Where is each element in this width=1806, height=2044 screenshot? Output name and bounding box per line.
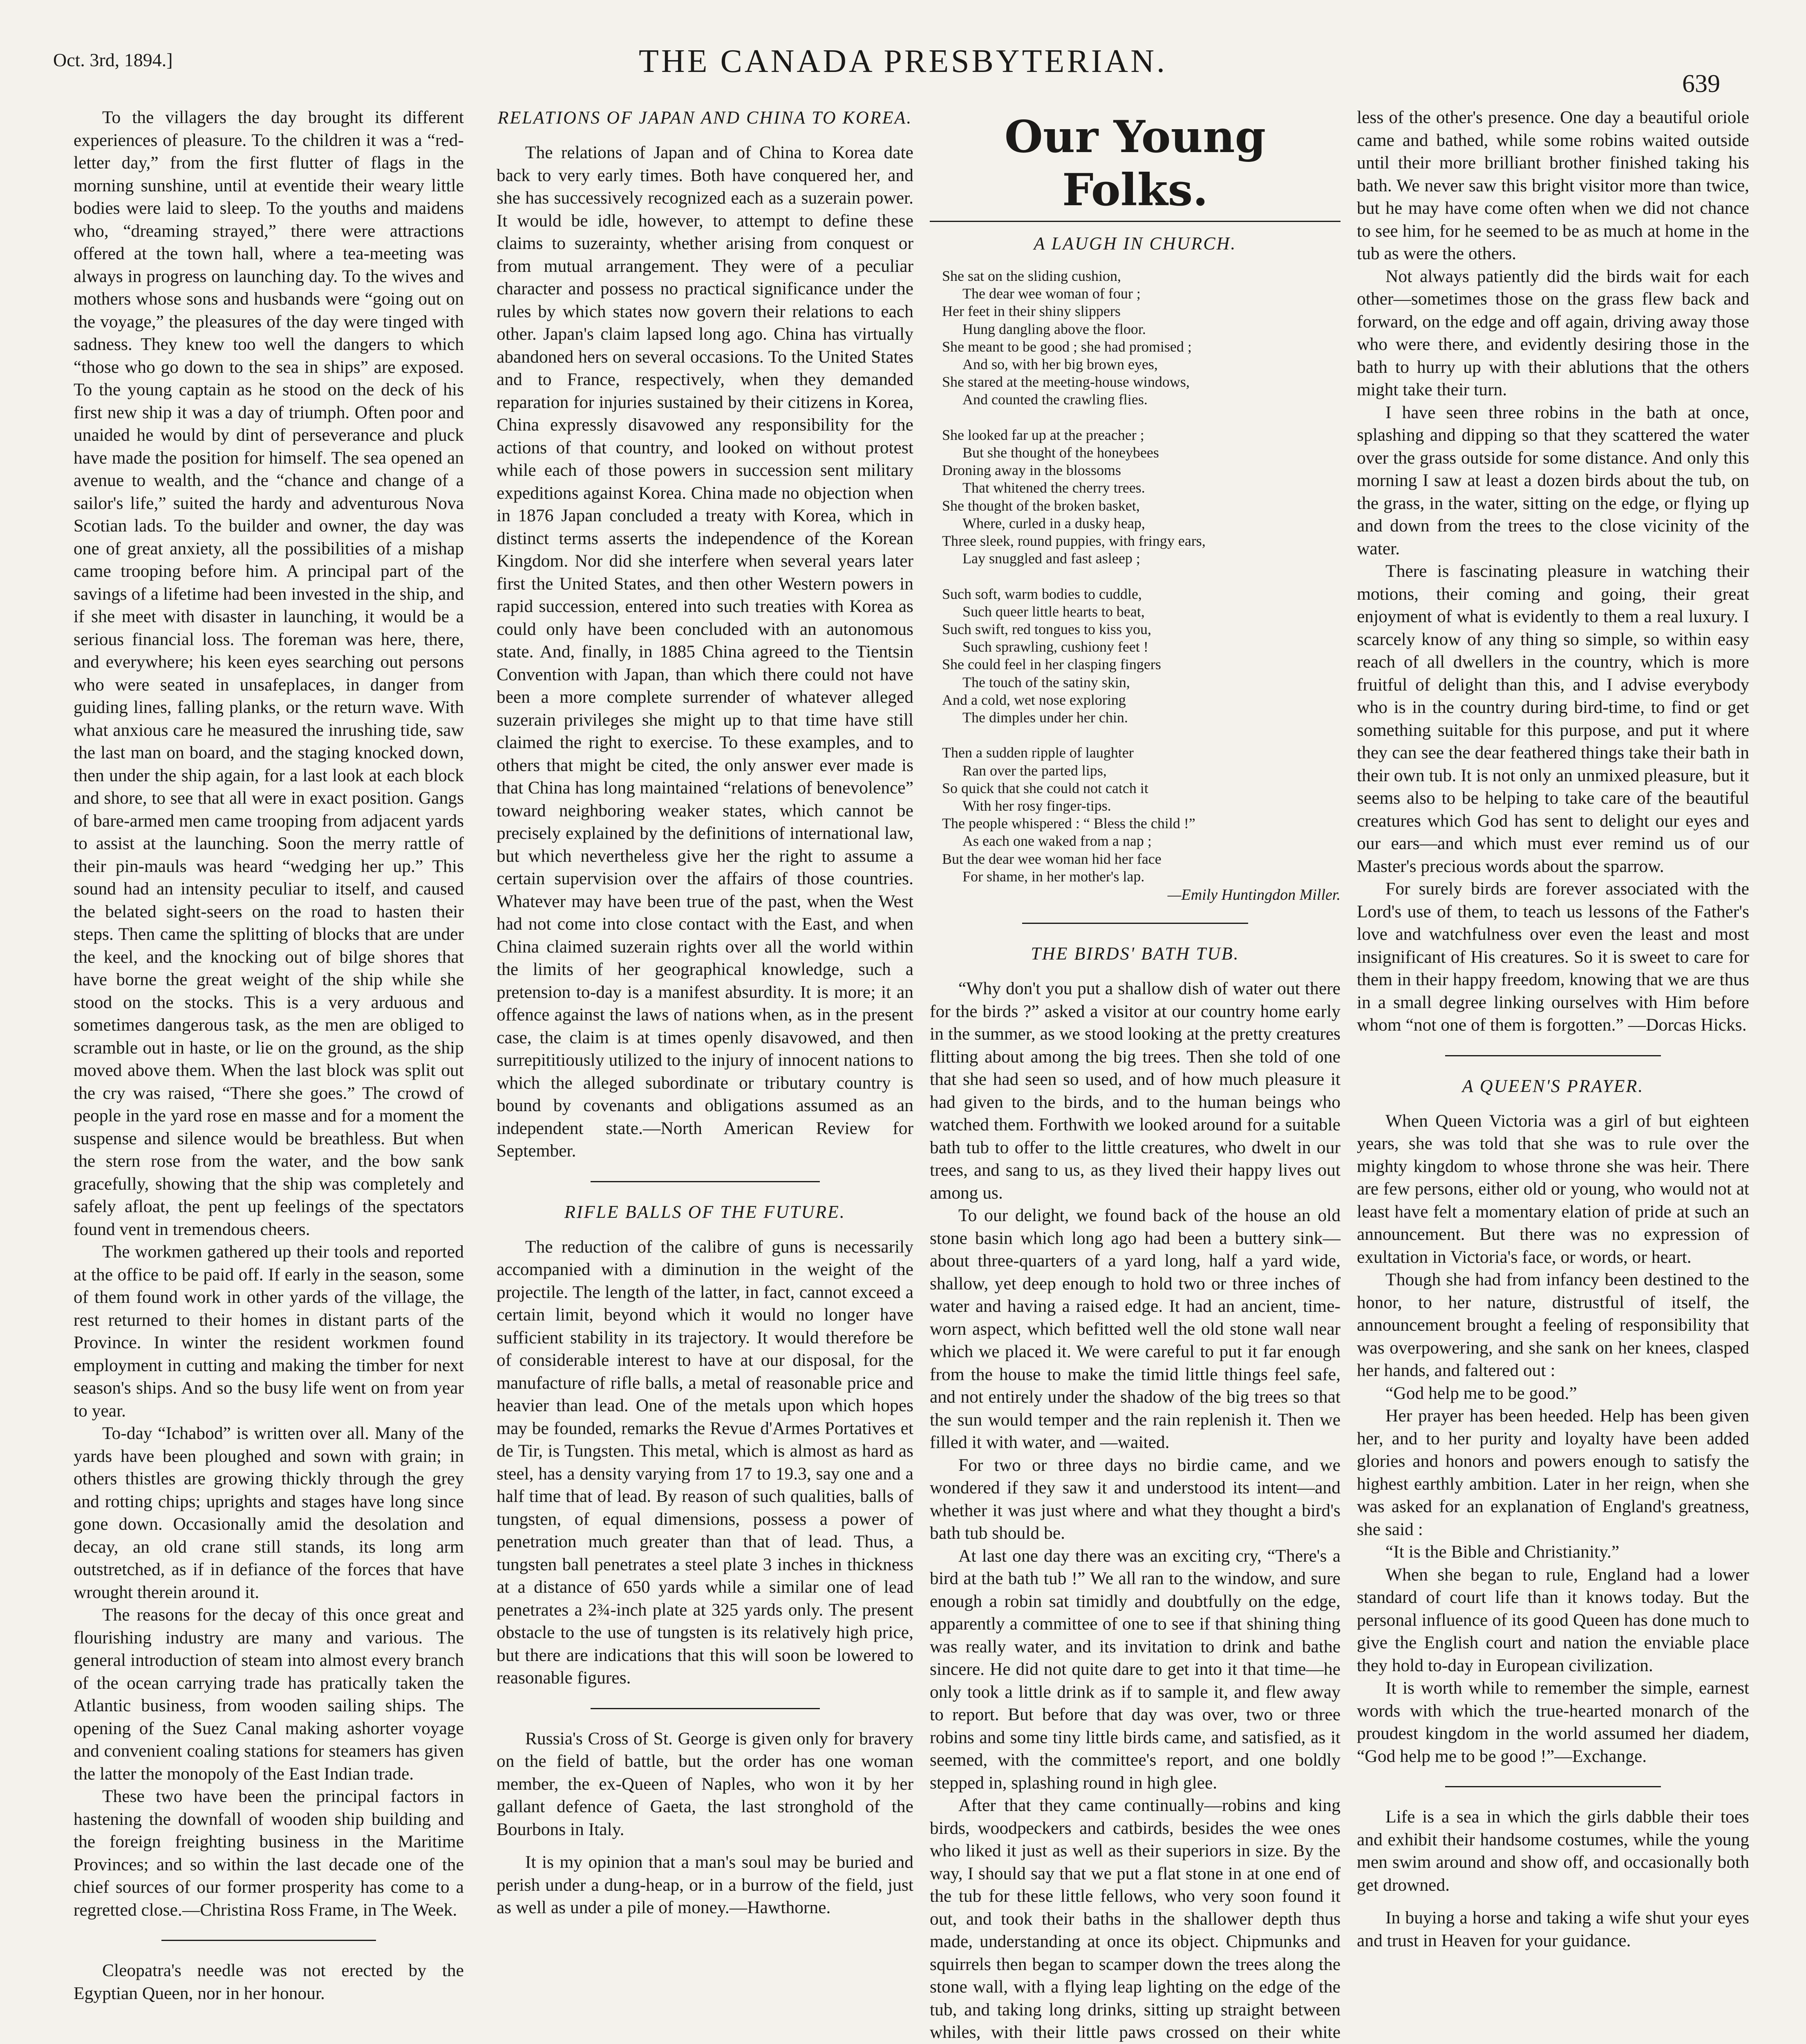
poem-line: Such soft, warm bodies to cuddle,: [942, 585, 1142, 602]
banner-rule: [930, 221, 1341, 222]
poem-line: Such swift, red tongues to kiss you,: [942, 621, 1151, 638]
article-paragraph: For surely birds are forever associated with the Lord's use of them, to teach us lessons of the Father's love and watchfulness over even the least and most insignificant of His creatures. So it is sweet to care for them in their happy freedom, knowing that we are thus in a small degree linking ourselves with Him before whom “not one of them is forgotten.” —Dorcas Hicks.: [1357, 879, 1749, 1035]
article-paragraph: For two or three days no birdie came, and we wondered if they saw it and understood its intent—and whether it was just where and what they thought a bird's bath tub should be.: [930, 1455, 1341, 1543]
poem-line: Ran over the parted lips,: [962, 762, 1107, 779]
poem-line: Hung dangling above the floor.: [962, 320, 1146, 337]
article-paragraph: “It is the Bible and Christianity.”: [1385, 1542, 1620, 1562]
section-divider: [591, 1181, 820, 1182]
section-divider: [1445, 1786, 1661, 1787]
column-1: [74, 106, 464, 2005]
filler-item: Cleopatra's needle was not erected by the Egyptian Queen, nor in her honour.: [74, 1961, 464, 2003]
poem-attribution: —Emily Huntingdon Miller.: [1167, 886, 1341, 904]
article-paragraph: When Queen Victoria was a girl of but eighteen years, she was told that she was to rule over the mighty kingdom to whose throne she was heir. There are few persons, either old or young, who would not at least have felt a momentary elation of pride at such an announcement. But there was no expression of exultation in Victoria's face, or words, or heart.: [1357, 1111, 1749, 1267]
poem-title: A LAUGH IN CHURCH.: [1034, 233, 1237, 253]
poem-line: The touch of the satiny skin,: [962, 674, 1130, 690]
section-divider: [1022, 923, 1248, 924]
article-paragraph: Though she had from infancy been destined to the honor, to her nature, distrustful of itself, the announcement brought a feeling of responsibility that was overpowering, and she sank on her knees, clasped her hands, and faltered out :: [1357, 1270, 1749, 1380]
article-paragraph: These two have been the principal factors in hastening the downfall of wooden ship building and the foreign freighting business in the Maritime Provinces; and so within the last decade one of the chief sources of our former prosperity has come to a regretted close.—Christina Ross Frame, in The Week.: [74, 1786, 464, 1920]
poem-line: So quick that she could not catch it: [942, 780, 1148, 796]
young-folks-banner: Our Young Folks.: [1004, 111, 1266, 216]
poem-line: But she thought of the honeybees: [962, 444, 1159, 461]
column-4: [1357, 106, 1749, 1952]
article-paragraph: After that they came continually—robins and king birds, woodpeckers and catbirds, besides the wee ones who liked it just as well as their superiors in size. By the way, I should say that we put a flat stone in at one end of the tub for these little fellows, who very soon found it out, and took their baths in the shallower depth thus made, understanding at once its object. Chipmunks and squirrels then began to scamper down the trees along the stone wall, with a flying leap lighting on the edge of the tub, and taking long drinks, sitting up straight between whiles, with their little paws crossed on their white: [930, 1795, 1341, 2042]
poem-line: Lay snuggled and fast asleep ;: [962, 550, 1140, 567]
filler-item: Russia's Cross of St. George is given only for bravery on the field of battle, but the order has one woman member, the ex-Queen of Naples, who won it by her gallant defence of Gaeta, the last stronghold of the Bourbons in Italy.: [497, 1728, 913, 1839]
poem-line: And counted the crawling flies.: [962, 391, 1148, 408]
filler-item: In buying a horse and taking a wife shut your eyes and trust in Heaven for your guidance.: [1357, 1908, 1749, 1950]
poem-line: Then a sudden ripple of laughter: [942, 744, 1134, 761]
article-paragraph: When she began to rule, England had a lower standard of court life than it knows today. But the personal influence of its good Queen has done much to give the English court and nation the enviable place they hold to-day in European civilization.: [1357, 1564, 1749, 1675]
section-divider: [1445, 1055, 1661, 1056]
page-header: [0, 0, 1806, 123]
filler-item: It is my opinion that a man's soul may be buried and perish under a dung-heap, or in a burrow of the field, just as well as under a pile of money.—Hawthorne.: [497, 1852, 913, 1917]
masthead-title: THE CANADA PRESBYTERIAN.: [639, 43, 1167, 79]
article-paragraph: Her prayer has been heeded. Help has been given her, and to her purity and loyalty have been added glories and honors and powers enough to satisfy the highest earthly ambition. Later in her reign, when she was asked for an explanation of England's greatness, she said :: [1357, 1406, 1749, 1539]
poem-line: Three sleek, round puppies, with fringy ears,: [942, 533, 1206, 549]
poem-line: She thought of the broken basket,: [942, 497, 1140, 514]
poem-line: Her feet in their shiny slippers: [942, 303, 1121, 320]
article-paragraph: To our delight, we found back of the house an old stone basin which long ago had been a buttery sink—about three-quarters of a yard long, half a yard wide, shallow, yet deep enough to hold two or three inches of water and having a raised edge. It had an ancient, time-worn aspect, which befitted well the old stone wall near which we placed it. We were careful to put it far enough from the house to make the timid little things feel safe, and not entirely under the shadow of the big trees so that the sun would temper and the rain replenish it. Then we filled it with water, and —waited.: [930, 1206, 1341, 1452]
poem-line: But the dear wee woman hid her face: [942, 850, 1161, 867]
article-paragraph: The relations of Japan and of China to Korea date back to very early times. Both have conquered her, and she has successively recognized each as a suzerain power. It would be idle, however, to attempt to define these claims to suzerainty, whether arising from conquest or from mutual arrangement. They were of a peculiar character and possess no practical significance under the rules by which states now govern their relations to each other. Japan's claim lapsed long ago. China has virtually abandoned hers on several occasions. To the United States and to France, respectively, when they demanded reparation for injuries sustained by their citizens in Korea, China expressly disavowed any responsibility for the actions of that country, and looked on without protest while each of those powers in succession sent military expeditions against Korea. China made no objection when in 1876 Japan concluded a treaty with Korea, which in distinct terms asserts the independence of the Korean Kingdom. Nor did she interfere when several years later first the United States, and then other Western powers in rapid succession, entered into such treaties with Korea as could only have been concluded with an autonomous state. And, finally, in 1885 China agreed to the Tientsin Convention with Japan, than which there could not have been a more complete surrender of whatever alleged suzerain privileges she might up to that time have still claimed the right to exercise. To these examples, and to others that might be cited, the only answer ever made is that China has long maintained “relations of benevolence” toward neighboring weaker states, which cannot be precisely explained by the definitions of international law, but which nevertheless give her the right to assume a certain supervision over the affairs of those countries. Whatever may have been true of the past, when the West had not come into close contact with the East, and when China claimed suzerain rights over all the world within the limits of her geographical knowledge, such a pretension to-day is a manifest absurdity. It is more; it an offence against the laws of nations when, as in the present case, the claim is at times openly disavowed, and then surrepititiously utilized to the injury of innocent nations to which the alleged subordinate or tributary country is bound by covenants and obligations assumed as an independent state.—North American Review for September.: [497, 143, 913, 1161]
poem-body: [942, 267, 1341, 885]
poem-line: She sat on the sliding cushion,: [942, 268, 1121, 284]
section-divider: [591, 1708, 820, 1709]
poem-line: The dear wee woman of four ;: [962, 285, 1141, 302]
article-paragraph: There is fascinating pleasure in watching their motions, their coming and going, their great enjoyment of what is evidently to them a real luxury. I scarcely know of any thing so simple, so within easy reach of all dwellers in the country, which is more fruitful of delight than this, and I advise everybody who is in the country during bird-time, to find or get something suitable for this purpose, and put it where they can see the dear feathered things take their bath in their own tub. It is not only an unmixed pleasure, but it seems also to be helping to take care of the beautiful creatures which God has sent to delight our eyes and our ears—and which must ever remind us of our Master's precious words about the sparrow.: [1357, 561, 1749, 876]
column-3: [930, 106, 1341, 2044]
section-title: RELATIONS OF JAPAN AND CHINA TO KOREA.: [497, 108, 913, 128]
article-paragraph: Not always patiently did the birds wait for each other—sometimes those on the grass flew back and forward, on the edge and off again, driving away those who were there, and evidently desiring those in the bath to hurry up with their ablutions that the others might take their turn.: [1357, 266, 1749, 399]
article-paragraph: “Why don't you put a shallow dish of water out there for the birds ?” asked a visitor at our country home early in the summer, as we stood looking at the pretty creatures flitting about among the big trees. Then she told of one that she had seen so used, and of how much pleasure it had given to the birds, and to the human beings who watched them. Forthwith we looked around for a suitable bath tub to offer to the little creatures, who dwelt in our trees, and sang to us, as they lived their happy lives out among us.: [930, 979, 1341, 1203]
poem-line: With her rosy finger-tips.: [962, 798, 1111, 814]
stanza-gap: [942, 409, 1341, 426]
poem-line: The dimples under her chin.: [962, 709, 1128, 726]
poem-line: The people whispered : “ Bless the child !”: [942, 815, 1195, 832]
stanza-gap: [942, 726, 1341, 744]
article-paragraph: At last one day there was an exciting cry, “There's a bird at the bath tub !” We all ran to the window, and sure enough a robin sat timidly and doubtfully on the edge, apparently a committee of one to see if that shining thing was really water, and its invitation to drink and bathe sincere. He did not quite dare to get into it that time—he only took a little drink as if to sample it, and flew away to report. But before that day was over, two or three robins and some tiny little birds came, and satisfied, as it seemed, with the committee's report, and one boldly stepped in, splashing round in high glee.: [930, 1546, 1341, 1793]
section-title: RIFLE BALLS OF THE FUTURE.: [564, 1201, 846, 1222]
poem-line: Droning away in the blossoms: [942, 462, 1121, 479]
poem-line: She looked far up at the preacher ;: [942, 426, 1144, 443]
poem-line: She stared at the meeting-house windows,: [942, 374, 1190, 390]
section-divider: [161, 1940, 376, 1941]
article-paragraph: The reduction of the calibre of guns is necessarily accompanied with a diminution in the weight of the projectile. The length of the latter, in fact, cannot exceed a certain limit, beyond which it would no longer have sufficient stability in its trajectory. It would therefore be of considerable interest to have at our disposal, for the manufacture of rifle balls, a metal of reasonable price and heavier than lead. One of the metals upon which hopes may be founded, remarks the Revue d'Armes Portatives et de Tir, is Tungsten. This metal, which is almost as hard as steel, has a density varying from 17 to 19.3, say one and a half time that of lead. By reason of such qualities, balls of tungsten, of equal dimensions, possess a power of penetration much greater than that of lead. Thus, a tungsten ball penetrates a steel plate 3 inches in thickness at a distance of 650 yards while a similar one of lead penetrates a 2¾-inch plate at 325 yards only. The present obstacle to the use of tungsten is its relatively high price, but there are indications that this will soon be lowered to reasonable figures.: [497, 1237, 913, 1688]
poem-line: That whitened the cherry trees.: [962, 480, 1145, 496]
poem-line: For shame, in her mother's lap.: [962, 868, 1145, 885]
stanza-gap: [942, 567, 1341, 585]
article-paragraph: The reasons for the decay of this once great and flourishing industry are many and various. The general introduction of steam into almost every branch of the ocean carrying trade has pratically taken the Atlantic business, from wooden sailing ships. The opening of the Suez Canal making ashorter voyage and convenient coaling stations for steamers has given the latter the monopoly of the East Indian trade.: [74, 1605, 464, 1784]
poem-line: Such queer little hearts to beat,: [962, 603, 1145, 620]
article-paragraph: “God help me to be good.”: [1385, 1383, 1577, 1403]
issue-date: Oct. 3rd, 1894.]: [53, 49, 173, 70]
article-paragraph: I have seen three robins in the bath at once, splashing and dipping so that they scattered the water over the grass outside for some distance. And only this morning I saw at least a dozen birds about the tub, on the grass, in the water, sitting on the edge, or flying up and down from the trees to the close vicinity of the water.: [1357, 402, 1749, 558]
poem-line: She could feel in her clasping fingers: [942, 656, 1161, 673]
poem-line: Such sprawling, cushiony feet !: [962, 639, 1148, 655]
poem-line: And so, with her big brown eyes,: [962, 356, 1158, 373]
page-number: 639: [1682, 70, 1720, 98]
filler-item: Life is a sea in which the girls dabble their toes and exhibit their handsome costumes, while the young men swim around and show off, and occasionally both get drowned.: [1357, 1807, 1749, 1895]
article-paragraph: It is worth while to remember the simple, earnest words with which the true-hearted monarch of the proudest kingdom in the world assumed her diadem, “God help me to be good !”—Exchange.: [1357, 1678, 1749, 1766]
poem-line: And a cold, wet nose exploring: [942, 691, 1126, 708]
column-2: [497, 106, 913, 1919]
section-title: A QUEEN'S PRAYER.: [1462, 1076, 1644, 1096]
article-paragraph: To-day “Ichabod” is written over all. Many of the yards have been ploughed and sown with grain; in others thistles are growing thickly through the grey and rotting chips; uprights and stages have long since gone down. Occasionally amid the desolation and decay, an old crane still stands, its long arm outstretched, as if in defiance of the forces that have wrought therein around it.: [74, 1423, 464, 1602]
article-paragraph: To the villagers the day brought its different experiences of pleasure. To the children it was a “red-letter day,” from the first flutter of flags in the morning sunshine, until at eventide their weary little bodies were laid to sleep. To the youths and maidens who, “dreaming strayed,” there were attractions offered at the town hall, where a tea-meeting was always in progress on launching day. To the wives and mothers whose sons and husbands were “going out on the voyage,” the pleasures of the day were tinged with sadness. They knew too well the dangers to which “those who go down to the sea in ships” are exposed. To the young captain as he stood on the deck of his first new ship it was a day of triumph. Often poor and unaided he would by dint of perseverance and pluck have made the position for himself. The sea opened an avenue to wealth, and the “chance and change of a sailor's life,” suited the hardy and adventurous Nova Scotian lads. To the builder and owner, the day was one of great anxiety, all the possibilities of a mishap came trooping before him. A principal part of the savings of a lifetime had been invested in the ship, and if she meet with disaster in launching, it would be a serious financial loss. The foreman was here, there, and everywhere; his keen eyes searching out persons who were seated in unsafeplaces, in danger from guiding lines, falling planks, or the return wave. With what anxious care he measured the inrushing tide, saw the last man on board, and the staging knocked down, then under the ship again, for a last look at each block and shore, to see that all were in exact position. Gangs of bare-armed men came trooping from adjacent yards to assist at the launching. Soon the merry rattle of their pin-mauls was heard “wedging her up.” This sound had an intensity peculiar to itself, and caused the belated sight-seers on the road to hasten their steps. Then came the splitting of blocks that are under the keel, and the knocking out of bilge shores that have borne the great weight of the ship while she stood on the stocks. This is a very arduous and sometimes dangerous task, as the men are obliged to scramble out in haste, or lie on the ground, as the ship moved above them. When the last block was split out the cry was raised, “There she goes.” The crowd of people in the yard rose en masse and for a moment the suspense and silence would be breathless. But when the stern rose from the water, and the bow sank gracefully, showing that the ship was completely and safely afloat, the pent up feelings of the spectators found vent in tremendous cheers.: [74, 108, 464, 1239]
article-paragraph: The workmen gathered up their tools and reported at the office to be paid off. If early in the season, some of them found work in other yards of the village, the rest returned to their homes in distant parts of the Province. In winter the resident workmen found employment in cutting and making the timber for next season's ships. And so the busy life went on from year to year.: [74, 1242, 464, 1421]
article-paragraph: less of the other's presence. One day a beautiful oriole came and bathed, while some robins waited outside until their more brilliant brother finished taking his bath. We never saw this bright visitor more than twice, but he may have come often when we did not chance to see him, for he seemed to be as much at home in the tub as were the others.: [1357, 108, 1749, 263]
section-title: THE BIRDS' BATH TUB.: [1031, 944, 1240, 964]
poem-line: Where, curled in a dusky heap,: [962, 515, 1145, 531]
poem-line: She meant to be good ; she had promised ;: [942, 338, 1192, 355]
poem-line: As each one waked from a nap ;: [962, 833, 1152, 849]
